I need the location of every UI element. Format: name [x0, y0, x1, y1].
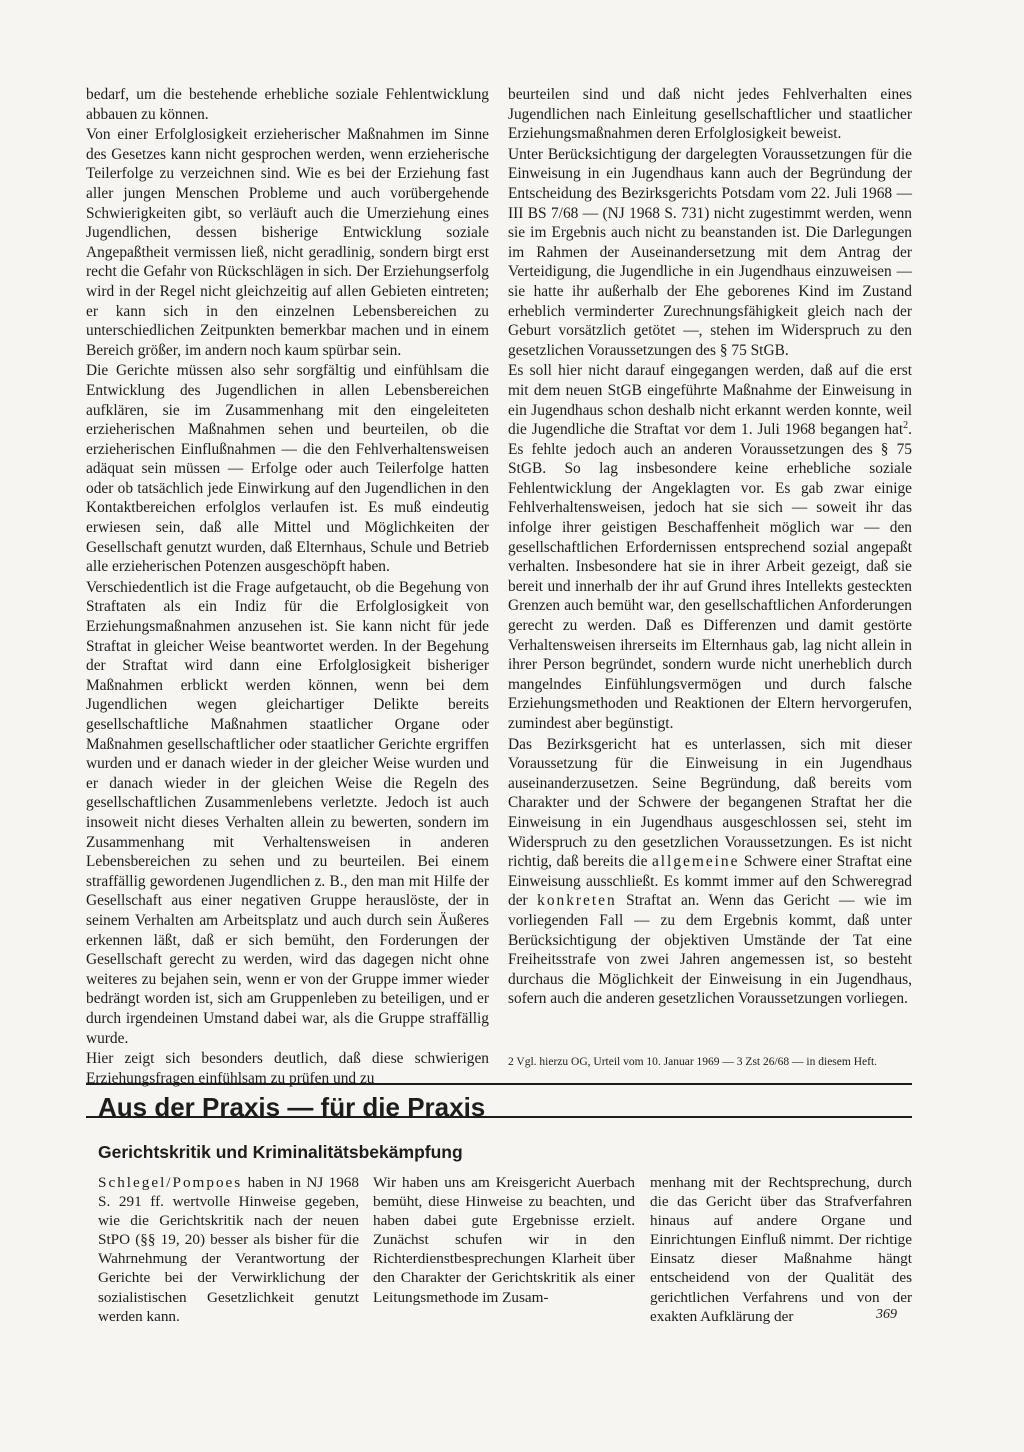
paragraph-text: Schwere einer Straftat eine Einweisung ausschließt. Es kommt immer auf den Schweregrad der	[508, 853, 912, 910]
left-text-column	[86, 85, 489, 1088]
paragraph-text: Das Bezirksgericht hat es unterlassen, sich mit dieser Voraussetzung für die Einweisung in ein Jugendhaus auseinanderzusetzen. Seine Begründung, daß bereits vom Charakter und der Schwere der begangenen Straftat her die Einweisung in ein Jugendhaus ausgeschlossen sei, steht im Widerspruch zu den gesetzlichen Voraussetzungen. Es ist nicht richtig, daß bereits die	[508, 735, 912, 871]
paragraph: Von einer Erfolglosigkeit erzieherischer Maßnahmen im Sinne des Gesetzes kann nicht gesprochen werden, wenn erzieherische Teilerfolge zu verzeichnen sind. Wie es bei der Erziehung fast aller jungen Menschen Probleme und auch vorübergehende Schwierigkeiten gibt, so verläuft auch die Umerziehung eines Jugendlichen, dessen bisherige Entwicklung soziale Angepaßtheit vermissen ließ, nicht geradlinig, sondern birgt erst recht die Gefahr von Rückschlägen in sich. Der Erziehungserfolg wird in der Regel nicht gleichzeitig auf allen Gebieten eintreten; er kann sich in den einzelnen Lebensbereichen zu unterschiedlichen Zeitpunkten bemerkbar machen und in einem Bereich größer, im andern noch kaum spürbar sein.	[86, 126, 489, 359]
article-column-1	[98, 1173, 359, 1326]
paragraph-text: . Es fehlte jedoch auch an anderen Voraussetzungen des § 75 StGB. So lag insbesondere keine erhebliche soziale Fehlentwicklung der Angeklagten vor. Es gab zwar einige Fehlverhaltensweisen, jedoch hat sie sich — soweit ihr das infolge ihrer geistigen Beschaffenheit möglich war — den gesellschaftlichen Erfordernissen entsprechend sozial angepaßt verhalten. Insbesondere hat sie in ihrer Arbeit gezeigt, daß sie bereit und innerhalb der ihr auf Grund ihres Intellekts gesteckten Grenzen auch bemüht war, den gesellschaftlichen Anforderungen gerecht zu werden. Daß es Differenzen und damit gestörte Verhaltensweisen ihrerseits im Elternhaus gab, lag nicht allein in ihrer Person begründet, sondern wurde nicht unerheblich durch mangelndes Einfühlungsvermögen und durch falsche Erziehungsmethoden und Reaktionen der Eltern hervorgerufen, zumindest aber begünstigt.	[508, 421, 912, 732]
article-title: Gerichtskritik und Kriminalitätsbekämpfung	[98, 1142, 463, 1162]
footnote: 2 Vgl. hierzu OG, Urteil vom 10. Januar 1969 — 3 Zst 26/68 — in diesem Heft.	[508, 1056, 878, 1068]
paragraph: Hier zeigt sich besonders deutlich, daß diese schwierigen Erziehungsfragen einfühlsam zu prüfen und zu	[86, 1050, 489, 1087]
section-rule-top	[86, 1083, 912, 1085]
paragraph-text: Es soll hier nicht darauf eingegangen werden, daß auf die erst mit dem neuen StGB eingeführte Maßnahme der Einweisung in ein Jugendhaus schon deshalb nicht erkannt werden konnte, weil die Jugendliche die Straftat vor dem 1. Juli 1968 begangen hat	[508, 362, 912, 439]
article-column-3: menhang mit der Rechtsprechung, durch die das Gericht über das Strafverfahren hinaus auf andere Organe und Einrichtungen Einfluß nimmt. Der richtige Einsatz dieser Maßnahme hängt entscheidend von der Qualität des gerichtlichen Verfahrens und von der exakten Aufklärung der	[650, 1174, 912, 1325]
paragraph: bedarf, um die bestehende erhebliche soziale Fehlentwicklung abbauen zu können.	[86, 86, 489, 123]
paragraph: beurteilen sind und daß nicht jedes Fehlverhalten eines Jugendlichen nach Einleitung gesellschaftlicher und staatlicher Erziehungsmaßnahmen deren Erfolglosigkeit beweist.	[508, 86, 912, 143]
page-number: 369	[876, 1307, 897, 1322]
footnote-marker: 2	[903, 419, 909, 431]
right-text-column	[508, 85, 912, 1009]
emphasized-word: allgemeine	[651, 853, 740, 871]
author-names: Schlegel/Pompoes	[98, 1174, 243, 1191]
paragraph: Verschiedentlich ist die Frage aufgetaucht, ob die Begehung von Straftaten als ein Indiz für die Erfolglosigkeit von Erziehungsmaßnahmen anzusehen ist. Sie kann nicht für jede Straftat in gleicher Weise beantwortet werden. In der Begehung der Straftat wird dann eine Erfolglosigkeit bisheriger Maßnahmen erblickt werden können, wenn bei dem Jugendlichen wegen gleichartiger Delikte bereits gesellschaftliche Maßnahmen staatlicher Organe oder Maßnahmen gesellschaftlicher oder staatlicher Gerichte ergriffen wurden und er danach wieder in der gleicher Weise wurden und er danach wieder in der gleichen Weise die Regeln des gesellschaftlichen Zusammenlebens verletzte. Jedoch ist auch insoweit nicht dieses Verhalten allein zu bewerten, sondern im Zusammenhang mit Verhaltensweisen in anderen Lebensbereichen zu sehen und zu beurteilen. Bei einem straffällig gewordenen Jugendlichen z. B., den man mit Hilfe der Gesellschaft aus einer negativen Gruppe herauslöste, der in seinem Verhalten am Arbeitsplatz und auch durch sein Äußeres erkennen läßt, daß er sich bemüht, den Forderungen der Gesellschaft gerecht zu werden, wird das dagegen nicht ohne weiteres zu bejahen sein, wenn er von der Gruppe immer wieder bedrängt worden ist, sich am Gruppenleben zu beteiligen, und er durch irgendeinen Umstand dabei war, als die Gruppe straffällig wurde.	[86, 578, 489, 1047]
paragraph	[508, 361, 912, 733]
paragraph	[508, 735, 912, 1009]
article-column-2: Wir haben uns am Kreisgericht Auerbach bemüht, diese Hinweise zu beachten, und haben dabei gute Ergebnisse erzielt. Zunächst schufen wir in den Richterdienstbesprechungen Klarheit über den Charakter der Gerichtskritik als einer Leitungsmethode im Zusam-	[373, 1174, 635, 1306]
paragraph: Unter Berücksichtigung der dargelegten Voraussetzungen für die Einweisung in ein Jugendhaus kann auch der Begründung der Entscheidung des Bezirksgerichts Potsdam vom 22. Juli 1968 — III BS 7/68 — (NJ 1968 S. 731) nicht zugestimmt werden, wenn sie im Ergebnis auch nicht zu beanstanden ist. Die Darlegungen im Rahmen der Auseinandersetzung mit dem Antrag der Verteidigung, die Jugendliche in ein Jugendhaus einzuweisen — sie hatte ihr außerhalb der Ehe geborenes Kind im Zustand erheblich verminderter Zurechnungsfähigkeit gleich nach der Geburt vorsätzlich getötet —, stehen im Widerspruch zu den gesetzlichen Voraussetzungen des § 75 StGB.	[508, 145, 912, 359]
section-rule-bottom	[86, 1116, 912, 1118]
paragraph: Die Gerichte müssen also sehr sorgfältig und einfühlsam die Entwicklung des Jugendlichen in allen Lebensbereichen aufklären, sie im Zusammenhang mit den eingeleiteten erzieherischen Maßnahmen sehen und beurteilen, ob die erzieherischen Einflußnahmen — die den Fehlverhaltensweisen adäquat sein müssen — Erfolge oder auch Teilerfolge hatten oder ob tatsächlich jede Einwirkung auf den Jugendlichen in den Kontaktbereichen erfolglos verlaufen ist. Es muß eindeutig erwiesen sein, daß alle Mittel und Möglichkeiten der Gesellschaft genutzt wurden, daß Elternhaus, Schule und Betrieb alle erzieherischen Potenzen ausgeschöpft haben.	[86, 362, 489, 576]
emphasized-word: konkreten	[537, 892, 617, 910]
paragraph-text: haben in NJ 1968 S. 291 ff. wertvolle Hinweise gegeben, wie die Gerichtskritik nach der neuen StPO (§§ 19, 20) besser als bisher für die Wahrnehmung der Verantwortung der Gerichte bei der Verwirklichung der sozialistischen Gesetzlichkeit genutzt werden kann.	[98, 1174, 359, 1325]
paragraph-text: Straftat an. Wenn das Gericht — wie im vorliegenden Fall — zu dem Ergebnis kommt, daß unter Berücksichtigung der objektiven Umstände der Tat eine Freiheitsstrafe von zwei Jahren angemessen ist, so besteht durchaus die Möglichkeit der Einweisung in ein Jugendhaus, sofern auch die anderen gesetzlichen Voraussetzungen vorliegen.	[508, 892, 913, 1008]
section-title: Aus der Praxis — für die Praxis	[98, 1092, 486, 1122]
